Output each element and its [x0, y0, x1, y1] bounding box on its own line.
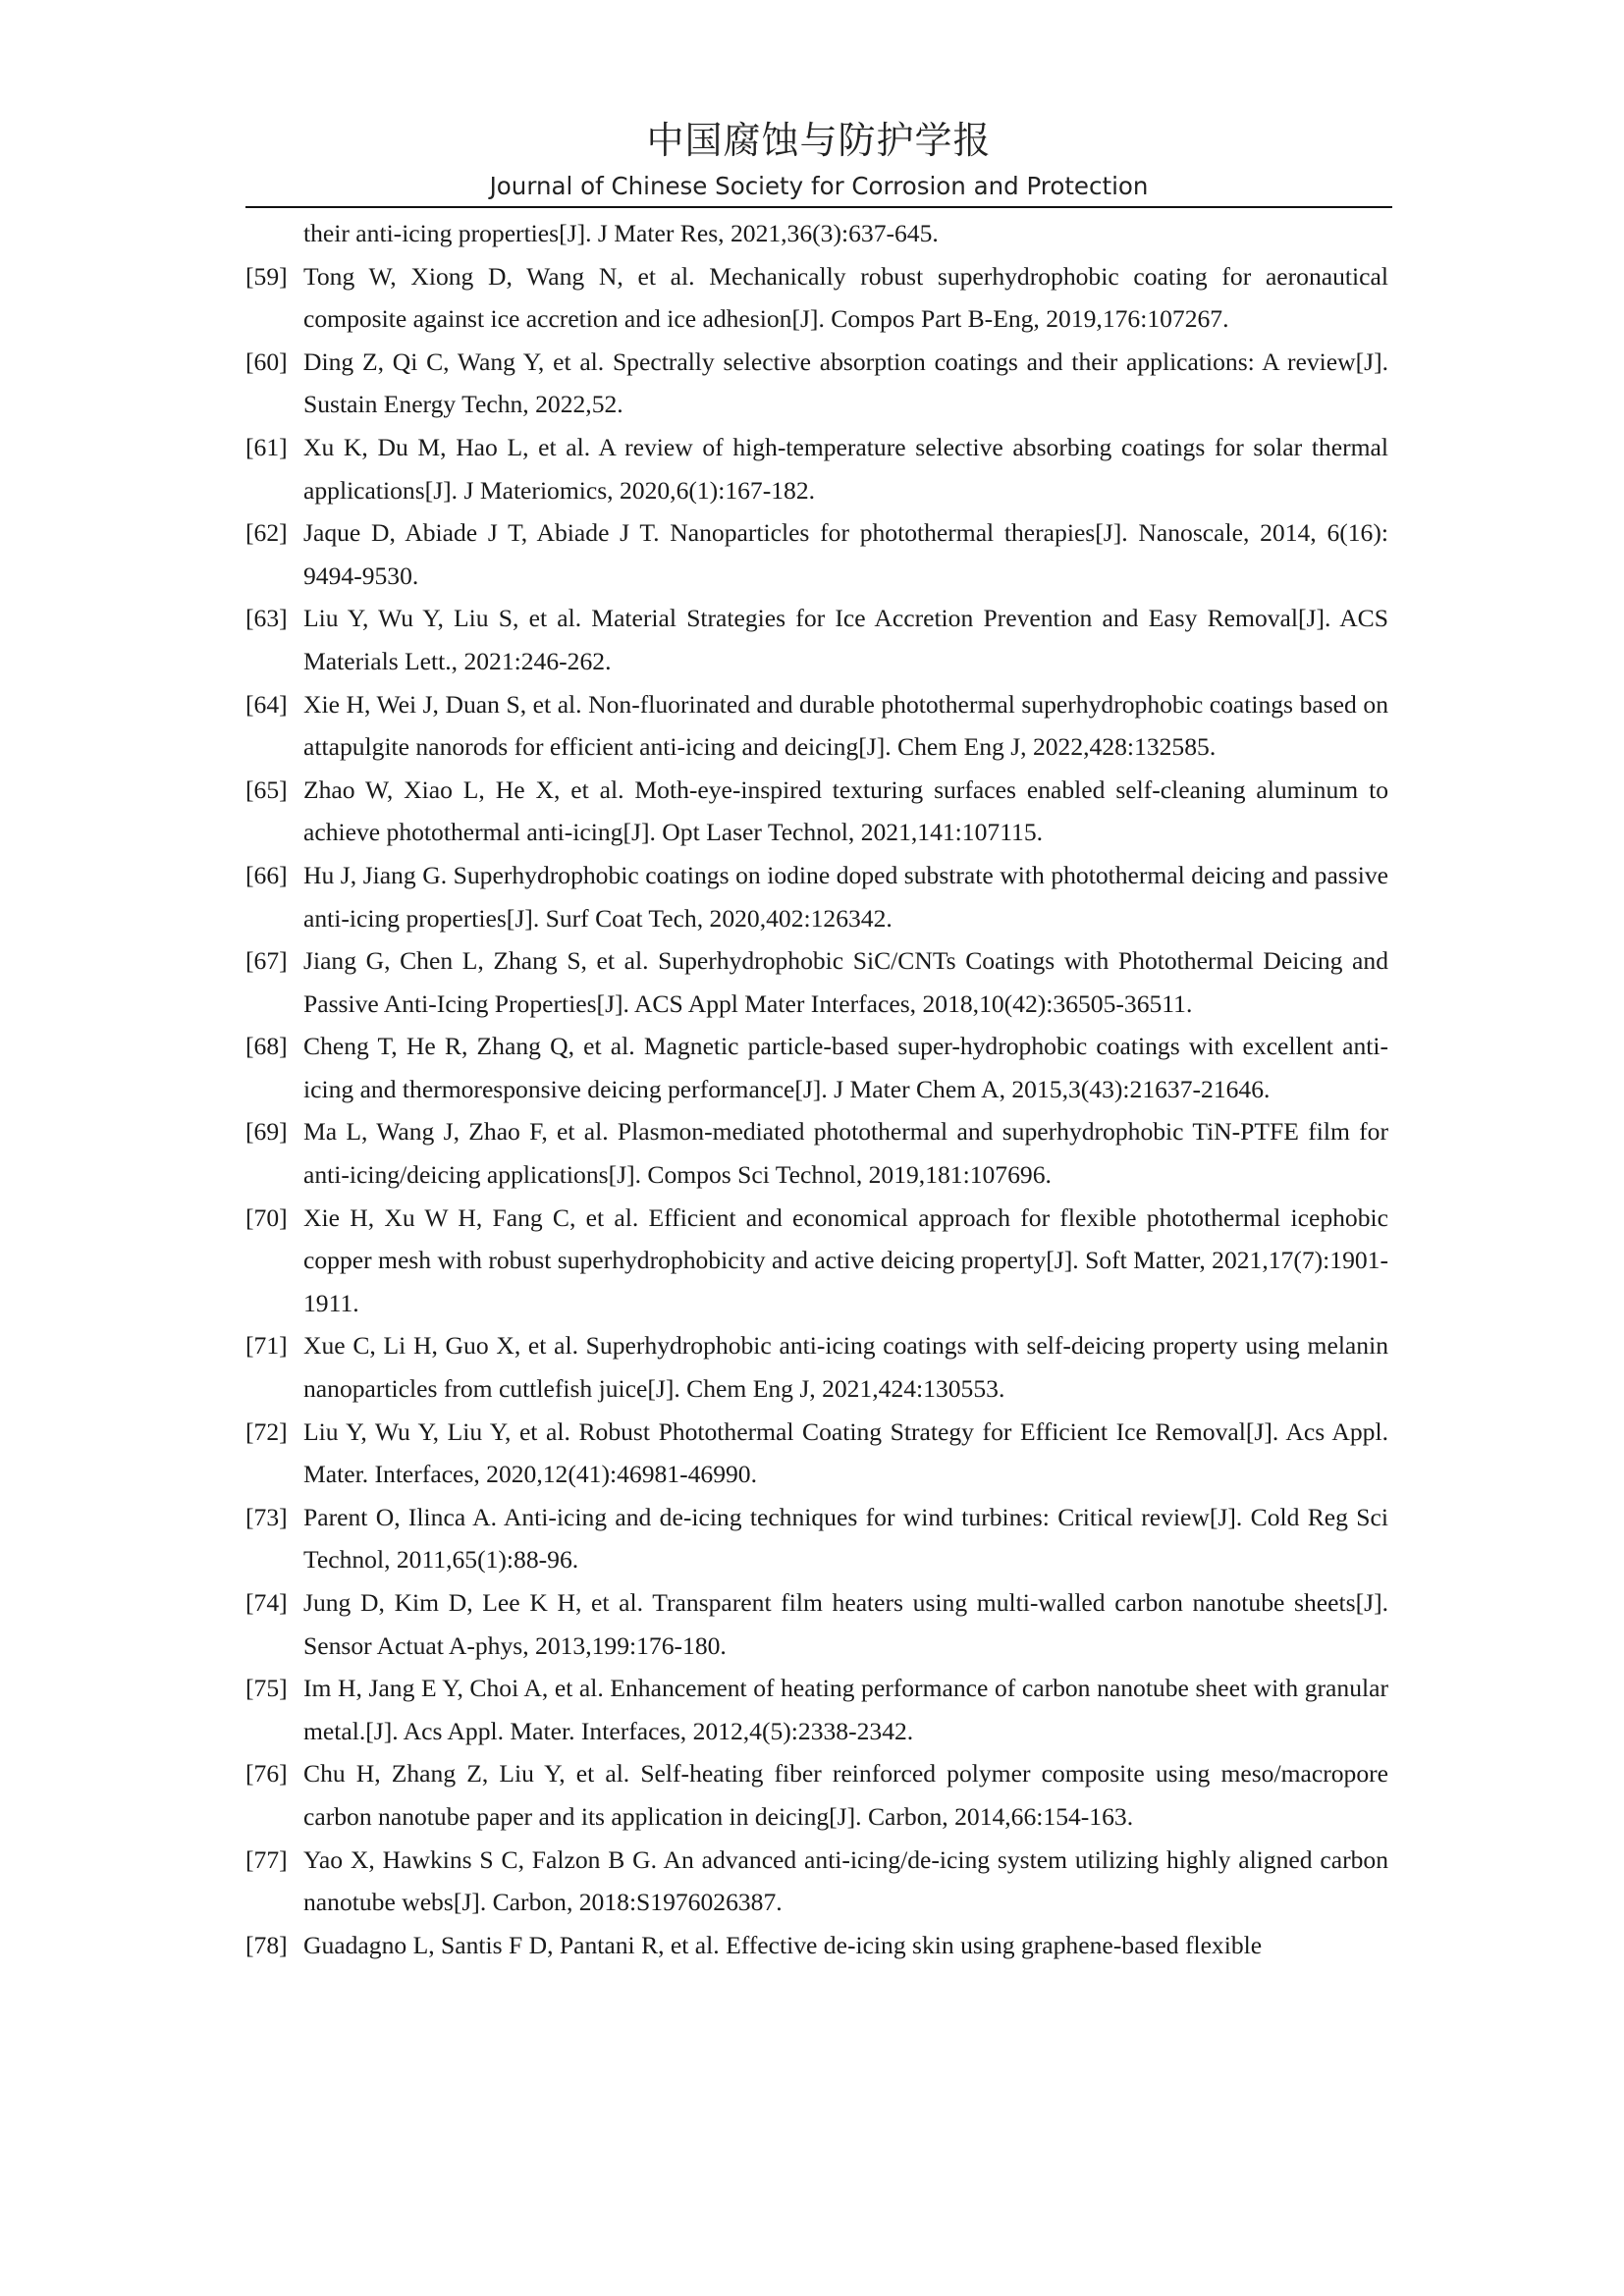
reference-item — [245, 511, 1388, 597]
reference-number: [72] — [245, 1416, 288, 1446]
reference-text: Yao X, Hawkins S C, Falzon B G. An advanced anti-icing/de-icing system utilizing highly aligned carbon nanotube webs[J]. Carbon, 2018:S1976026387. — [303, 1844, 1388, 1917]
running-header — [245, 116, 1392, 202]
reference-number: [65] — [245, 774, 288, 804]
reference-list — [245, 212, 1388, 1966]
reference-item — [245, 1924, 1388, 1967]
reference-number: [78] — [245, 1930, 288, 1959]
reference-text: Guadagno L, Santis F D, Pantani R, et al. Effective de-icing skin using graphene-based flexible — [303, 1930, 1263, 1959]
reference-item — [245, 854, 1388, 939]
reference-item — [245, 1496, 1388, 1581]
journal-title-english: Journal of Chinese Society for Corrosion and Protection — [489, 172, 1149, 200]
reference-number: [75] — [245, 1674, 288, 1703]
reference-item — [245, 341, 1388, 426]
reference-text: Xu K, Du M, Hao L, et al. A review of high-temperature selective absorbing coatings for solar thermal applications[J]. J Materiomics, 2020,6(1):167-182. — [303, 432, 1388, 505]
reference-item — [245, 1110, 1388, 1196]
reference-continuation — [245, 212, 1388, 255]
reference-item — [245, 426, 1388, 511]
reference-text: Jaque D, Abiade J T, Abiade J T. Nanoparticles for photothermal therapies[J]. Nanoscale, 2014, 6(16): 9494-9530. — [303, 518, 1388, 590]
reference-item — [245, 939, 1388, 1025]
reference-text: Xue C, Li H, Guo X, et al. Superhydrophobic anti-icing coatings with self-deicing property using melanin nanoparticles from cuttlefish juice[J]. Chem Eng J, 2021,424:130553. — [303, 1331, 1388, 1404]
reference-number: [74] — [245, 1588, 288, 1617]
reference-text: Liu Y, Wu Y, Liu S, et al. Material Strategies for Ice Accretion Prevention and Easy Removal[J]. ACS Materials Lett., 2021:246-262. — [303, 604, 1388, 675]
reference-number: [62] — [245, 518, 288, 548]
reference-text: Ma L, Wang J, Zhao F, et al. Plasmon-mediated photothermal and superhydrophobic TiN-PTFE film for anti-icing/deicing applications[J]. Compos Sci Technol, 2019,181:107696. — [303, 1117, 1388, 1190]
reference-item — [245, 1752, 1388, 1838]
reference-text: Chu H, Zhang Z, Liu Y, et al. Self-heating fiber reinforced polymer composite using meso/macropore carbon nanotube paper and its application in deicing[J]. Carbon, 2014,66:154-163. — [303, 1759, 1388, 1831]
reference-number: [64] — [245, 689, 288, 719]
reference-text: Cheng T, He R, Zhang Q, et al. Magnetic particle-based super-hydrophobic coatings with excellent anti-icing and thermoresponsive deicing performance[J]. J Mater Chem A, 2015,3(43):21637-21646. — [303, 1032, 1388, 1103]
reference-item — [245, 1581, 1388, 1667]
reference-number: [69] — [245, 1117, 288, 1147]
reference-text: Tong W, Xiong D, Wang N, et al. Mechanically robust superhydrophobic coating for aeronautical composite against ice accretion and ice adhesion[J]. Compos Part B-Eng, 2019,176:107267. — [303, 261, 1388, 334]
reference-item — [245, 683, 1388, 769]
reference-text: Jiang G, Chen L, Zhang S, et al. Superhydrophobic SiC/CNTs Coatings with Photothermal Deicing and Passive Anti-Icing Properties[J]. ACS Appl Mater Interfaces, 2018,10(42):36505-36511. — [303, 946, 1388, 1018]
reference-item — [245, 1667, 1388, 1752]
reference-text: Liu Y, Wu Y, Liu Y, et al. Robust Photothermal Coating Strategy for Efficient Ice Removal[J]. Acs Appl. Mater. Interfaces, 2020,12(41):46981-46990. — [303, 1416, 1388, 1489]
reference-text: Xie H, Wei J, Duan S, et al. Non-fluorinated and durable photothermal superhydrophobic coatings based on attapulgite nanorods for efficient anti-icing and deicing[J]. Chem Eng J, 2022,428:132585. — [303, 689, 1388, 762]
reference-number: [73] — [245, 1502, 288, 1531]
reference-item — [245, 1324, 1388, 1410]
reference-item — [245, 769, 1388, 854]
reference-number: [66] — [245, 860, 288, 889]
reference-text: their anti-icing properties[J]. J Mater Res, 2021,36(3):637-645. — [303, 219, 939, 247]
reference-text: Zhao W, Xiao L, He X, et al. Moth-eye-inspired texturing surfaces enabled self-cleaning aluminum to achieve photothermal anti-icing[J]. Opt Laser Technol, 2021,141:107115. — [303, 774, 1388, 847]
reference-text: Im H, Jang E Y, Choi A, et al. Enhancement of heating performance of carbon nanotube sheet with granular metal.[J]. Acs Appl. Mater. Interfaces, 2012,4(5):2338-2342. — [303, 1674, 1388, 1745]
reference-item — [245, 255, 1388, 341]
reference-number: [67] — [245, 946, 288, 976]
reference-item — [245, 1025, 1388, 1110]
reference-number: [70] — [245, 1202, 288, 1232]
reference-item — [245, 1411, 1388, 1496]
reference-number: [68] — [245, 1032, 288, 1061]
reference-number: [77] — [245, 1844, 288, 1874]
reference-number: [76] — [245, 1759, 288, 1789]
reference-number: [71] — [245, 1331, 288, 1361]
header-rule — [245, 206, 1392, 208]
reference-item — [245, 1839, 1388, 1924]
reference-text: Ding Z, Qi C, Wang Y, et al. Spectrally selective absorption coatings and their applications: A review[J]. Sustain Energy Techn, 2022,52. — [303, 347, 1388, 419]
reference-number: [61] — [245, 432, 288, 461]
reference-text: Parent O, Ilinca A. Anti-icing and de-icing techniques for wind turbines: Critical review[J]. Cold Reg Sci Technol, 2011,65(1):88-96. — [303, 1502, 1388, 1575]
reference-text: Xie H, Xu W H, Fang C, et al. Efficient and economical approach for flexible photothermal icephobic copper mesh with robust superhydrophobicity and active deicing property[J]. Soft Matter, 2021,17(7):1901-1911. — [303, 1202, 1388, 1317]
reference-number: [59] — [245, 261, 288, 291]
reference-text: Jung D, Kim D, Lee K H, et al. Transparent film heaters using multi-walled carbon nanotube sheets[J]. Sensor Actuat A-phys, 2013,199:176-180. — [303, 1588, 1388, 1660]
reference-text: Hu J, Jiang G. Superhydrophobic coatings on iodine doped substrate with photothermal deicing and passive anti-icing properties[J]. Surf Coat Tech, 2020,402:126342. — [303, 860, 1388, 933]
journal-title-chinese: 中国腐蚀与防护学报 — [646, 119, 992, 162]
reference-item — [245, 1197, 1388, 1325]
reference-number: [60] — [245, 347, 288, 376]
reference-item — [245, 597, 1388, 682]
reference-number: [63] — [245, 604, 288, 633]
